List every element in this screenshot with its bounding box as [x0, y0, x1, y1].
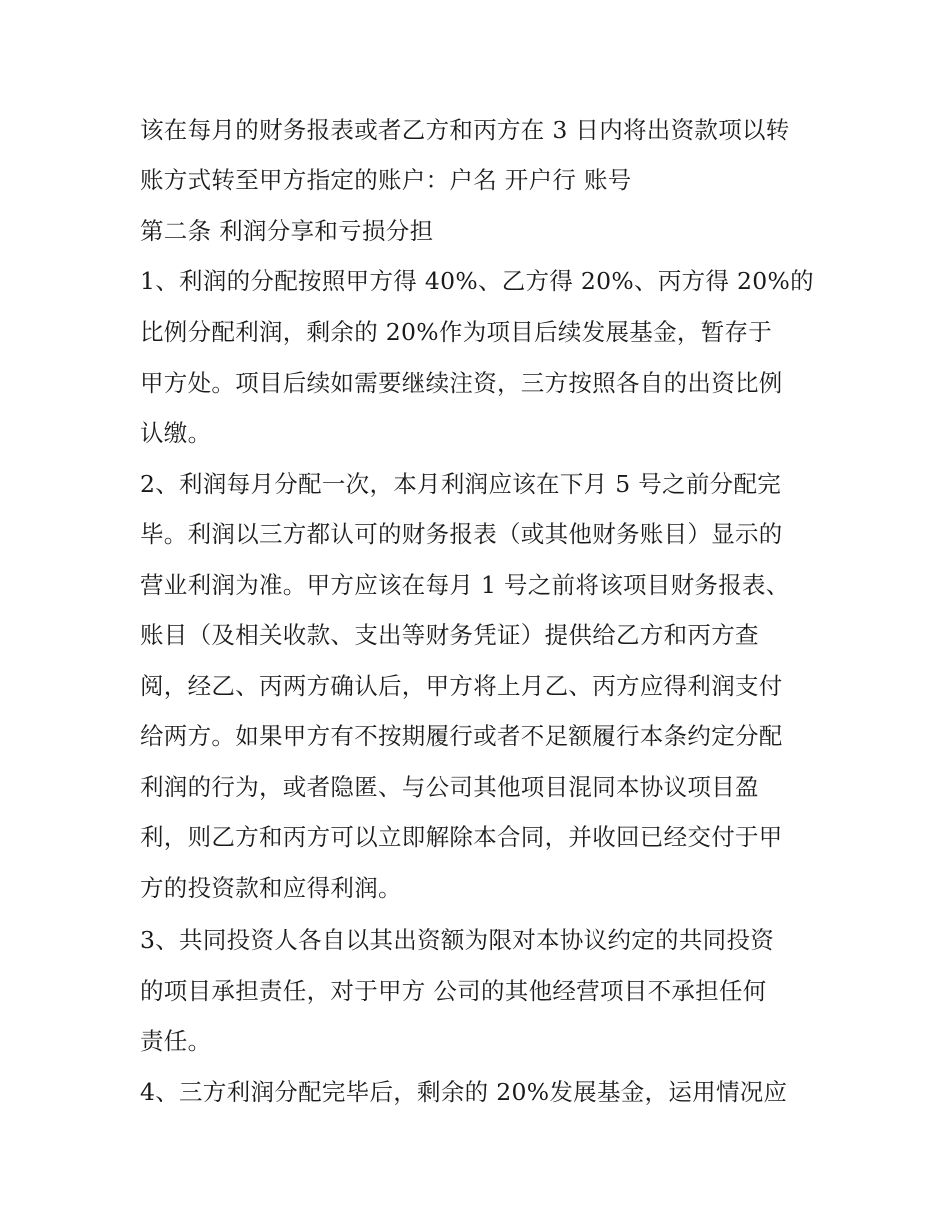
text-line: 账目（及相关收款、支出等财务凭证）提供给乙方和丙方查	[140, 621, 759, 649]
text-line: 4、三方利润分配完毕后，剩余的 20%发展基金，运用情况应	[140, 1078, 788, 1106]
text-line: 的项目承担责任，对于甲方 公司的其他经营项目不承担任何	[140, 977, 767, 1005]
text-line: 比例分配利润，剩余的 20%作为项目后续发展基金，暂存于	[140, 318, 773, 346]
text-line: 账方式转至甲方指定的账户：户名 开户行 账号	[140, 166, 632, 194]
text-line: 3、共同投资人各自以其出资额为限对本协议约定的共同投资	[140, 926, 775, 954]
text-line: 营业利润为准。甲方应该在每月 1 号之前将该项目财务报表、	[140, 571, 790, 599]
text-line: 认缴。	[140, 419, 212, 447]
text-line: 该在每月的财务报表或者乙方和丙方在 3 日内将出资款项以转	[140, 116, 790, 144]
text-line: 责任。	[140, 1027, 212, 1055]
text-line: 利润的行为，或者隐匿、与公司其他项目混同本协议项目盈	[140, 773, 759, 801]
section-heading: 第二条 利润分享和亏损分担	[140, 217, 434, 245]
text-line: 2、利润每月分配一次，本月利润应该在下月 5 号之前分配完	[140, 470, 782, 498]
text-line: 1、利润的分配按照甲方得 40%、乙方得 20%、丙方得 20%的	[140, 267, 814, 295]
text-line: 阅，经乙、丙两方确认后，甲方将上月乙、丙方应得利润支付	[140, 672, 783, 700]
text-line: 毕。利润以三方都认可的财务报表（或其他财务账目）显示的	[140, 520, 783, 548]
text-line: 利，则乙方和丙方可以立即解除本合同，并收回已经交付于甲	[140, 823, 783, 851]
text-line: 方的投资款和应得利润。	[140, 874, 402, 902]
text-line: 甲方处。项目后续如需要继续注资，三方按照各自的出资比例	[140, 369, 783, 397]
text-line: 给两方。如果甲方有不按期履行或者不足额履行本条约定分配	[140, 722, 783, 750]
